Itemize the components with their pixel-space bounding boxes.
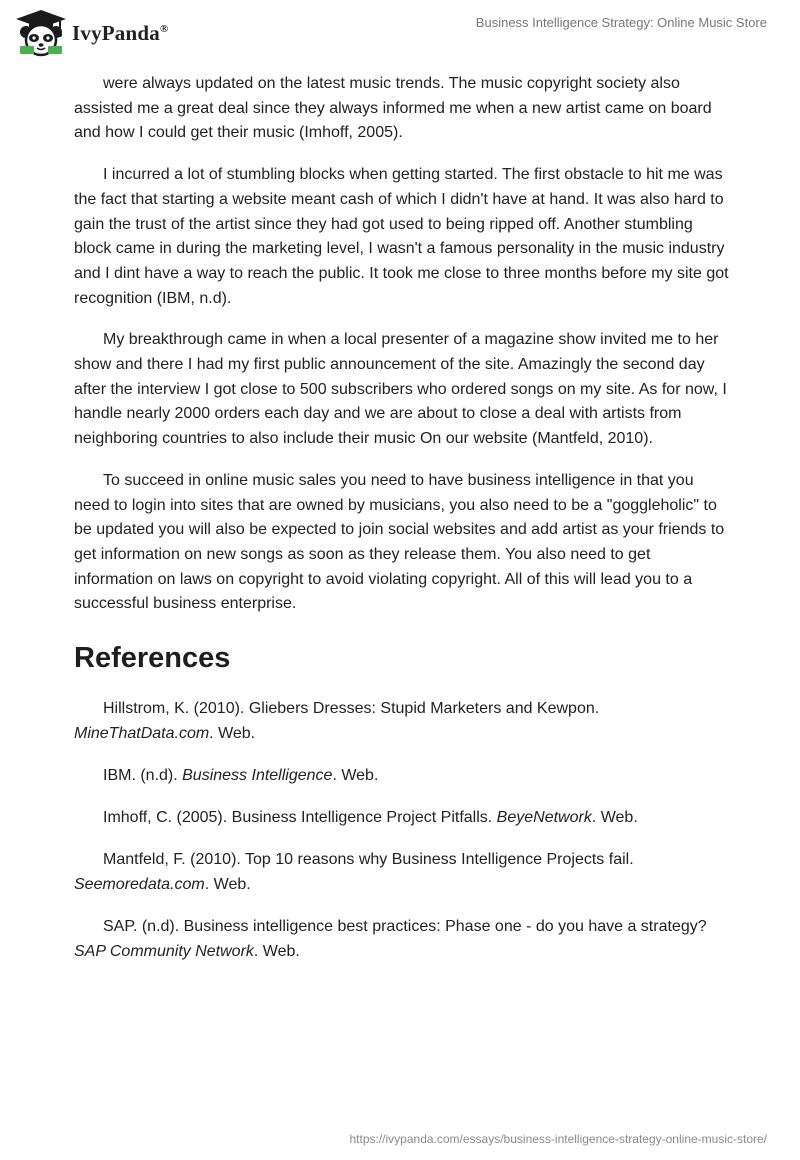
essay-body xyxy=(74,72,730,982)
reference-item: Mantfeld, F. (2010). Top 10 reasons why Business Intelligence Projects fail. Seemoredata.com. Web. xyxy=(74,851,634,894)
paragraph: I incurred a lot of stumbling blocks when getting started. The first obstacle to hit me was the fact that starting a website meant cash of which I didn't have at hand. It was also hard to gain the trust of the artist since they had got used to being ripped off. Another stumbling block came in during the marketing level, I wasn't a famous personality in the music industry and I dint have a way to reach the public. It took me close to three months before my site got recognition (IBM, n.d). xyxy=(74,166,729,307)
brand-name: IvyPanda® xyxy=(72,20,169,45)
reference-item: Hillstrom, K. (2010). Gliebers Dresses: Stupid Marketers and Kewpon. MineThatData.com. Web. xyxy=(74,700,600,742)
paragraph: were always updated on the latest music trends. The music copyright society also assisted me a great deal since they always informed me when a new artist came on board and how I could get their music (Imhoff, 2005). xyxy=(74,75,712,142)
ivypanda-logo[interactable] xyxy=(14,8,168,58)
reference-item: IBM. (n.d). Business Intelligence. Web. xyxy=(103,766,379,784)
reference-item: SAP. (n.d). Business intelligence best practices: Phase one - do you have a strategy? SAP Community Network. Web. xyxy=(74,918,707,960)
page-header xyxy=(0,0,800,70)
paragraph: My breakthrough came in when a local presenter of a magazine show invited me to her show and there I had my first public announcement of the site. Amazingly the second day after the interview I got close to 500 subscribers who ordered songs on my site. As for now, I handle nearly 2000 orders each day and we are about to close a deal with artists from neighboring countries to also include their music On our website (Mantfeld, 2010). xyxy=(74,331,727,448)
document-title: Business Intelligence Strategy: Online Music Store xyxy=(475,15,767,30)
references-heading: References xyxy=(74,642,231,675)
reference-item: Imhoff, C. (2005). Business Intelligence Project Pitfalls. BeyeNetwork. Web. xyxy=(103,809,638,827)
source-url-link[interactable]: https://ivypanda.com/essays/business-intelligence-strategy-online-music-store/ xyxy=(349,1132,767,1146)
paragraph: To succeed in online music sales you need to have business intelligence in that you need to login into sites that are owned by musicians, you also need to be a "goggleholic" to be updated you will also be expected to join social websites and add artist as your friends to get information on new songs as soon as they release them. You also need to get information on laws on copyright to avoid violating copyright. All of this will lead you to a successful business enterprise. xyxy=(74,471,725,613)
panda-graduate-icon xyxy=(14,8,68,58)
